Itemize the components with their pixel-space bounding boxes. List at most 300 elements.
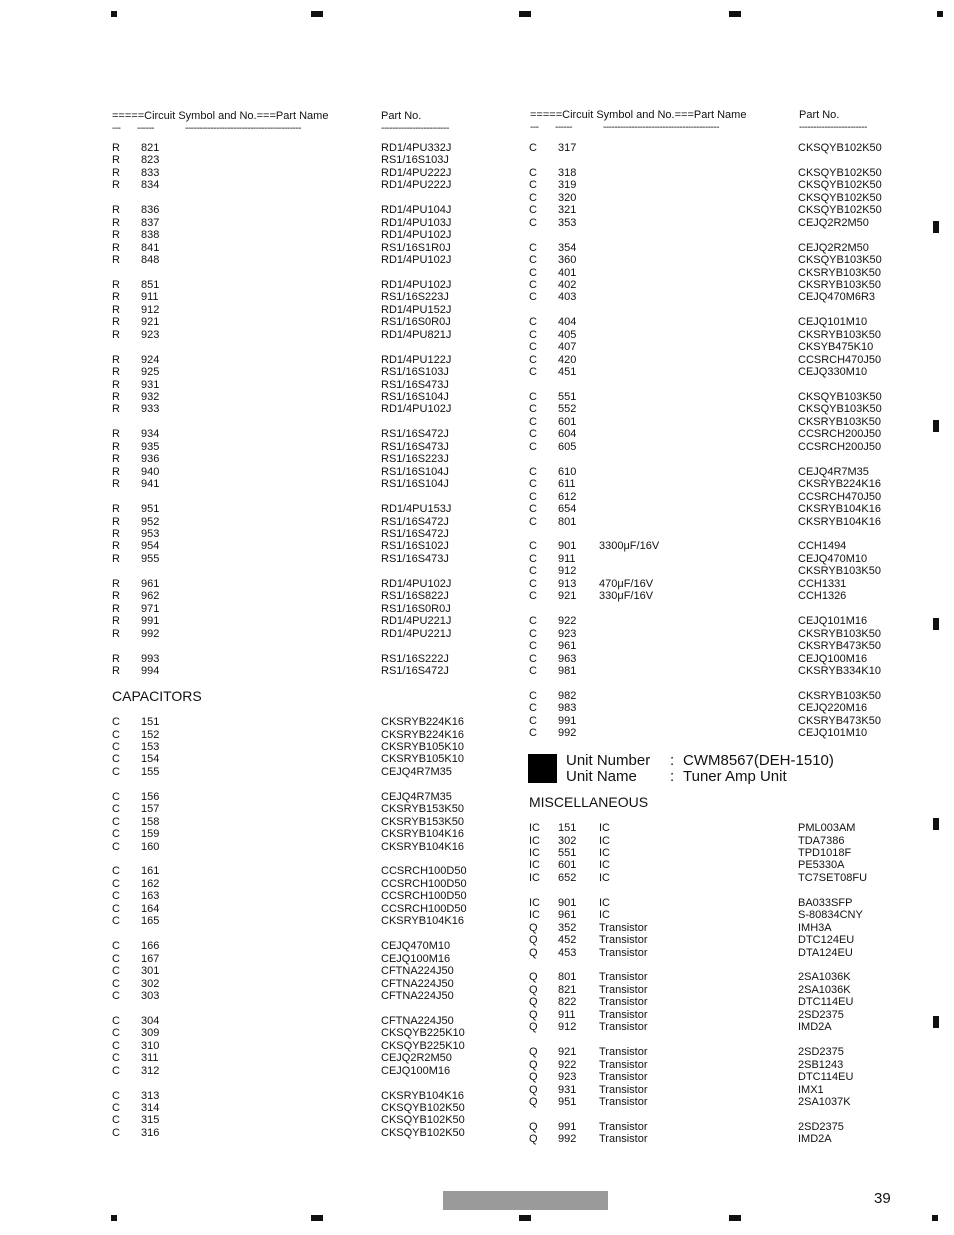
cell-part-no: RS1/16S473J bbox=[381, 440, 449, 453]
cell-part-name: Transistor bbox=[599, 921, 648, 934]
cell-symbol: R bbox=[112, 391, 120, 403]
cell-symbol: C bbox=[112, 865, 120, 878]
cell-symbol: C bbox=[112, 940, 120, 953]
cell-symbol: C bbox=[529, 689, 537, 702]
cell-number: 801 bbox=[558, 971, 577, 984]
unit-colon: : bbox=[670, 752, 675, 769]
cell-part-no: CEJQ2R2M50 bbox=[798, 241, 869, 254]
cell-part-name: IC bbox=[599, 822, 610, 834]
cell-symbol: C bbox=[529, 440, 537, 453]
cell-part-name: 3300μF/16V bbox=[599, 540, 660, 553]
cell-symbol: R bbox=[112, 602, 120, 615]
cell-number: 961 bbox=[141, 577, 160, 590]
cell-number: 158 bbox=[141, 815, 160, 828]
cell-number: 848 bbox=[141, 254, 160, 266]
cell-symbol: Q bbox=[529, 996, 538, 1009]
cell-symbol: C bbox=[529, 590, 537, 603]
cell-number: 318 bbox=[558, 166, 577, 179]
cell-part-no: RS1/16S0R0J bbox=[381, 602, 451, 615]
cell-part-no: CEJQ2R2M50 bbox=[381, 1052, 452, 1065]
cell-number: 936 bbox=[141, 453, 160, 466]
cell-symbol: C bbox=[112, 828, 120, 841]
cell-symbol: C bbox=[112, 716, 120, 728]
registration-mark bbox=[311, 11, 323, 17]
cell-number: 992 bbox=[558, 1133, 577, 1146]
cell-part-name: IC bbox=[599, 896, 610, 909]
cell-part-no: RD1/4PU221J bbox=[381, 615, 452, 628]
cell-symbol: C bbox=[529, 341, 537, 354]
header-dashes: ------ bbox=[555, 122, 572, 133]
cell-part-no: RD1/4PU222J bbox=[381, 179, 452, 192]
cell-part-no: RD1/4PU104J bbox=[381, 204, 452, 217]
cell-symbol: C bbox=[529, 615, 537, 628]
cell-symbol: Q bbox=[529, 1120, 538, 1133]
cell-number: 911 bbox=[558, 552, 576, 565]
cell-part-no: CKSQYB103K50 bbox=[798, 403, 882, 416]
cell-number: 167 bbox=[141, 952, 160, 965]
cell-part-no: TC7SET08FU bbox=[798, 871, 868, 884]
unit-colon: : bbox=[670, 768, 675, 785]
cell-part-no: RD1/4PU102J bbox=[381, 229, 452, 242]
section-title-capacitors: CAPACITORS bbox=[112, 688, 202, 704]
cell-part-no: CKSRYB104K16 bbox=[381, 1089, 464, 1102]
cell-number: 834 bbox=[141, 179, 160, 192]
cell-symbol: C bbox=[112, 840, 120, 853]
cell-number: 166 bbox=[141, 940, 160, 953]
cell-part-no: RD1/4PU122J bbox=[381, 353, 452, 366]
cell-number: 993 bbox=[141, 652, 160, 665]
cell-number: 601 bbox=[558, 859, 577, 872]
cell-part-no: CCH1331 bbox=[798, 577, 847, 590]
cell-number: 401 bbox=[558, 266, 577, 279]
cell-number: 992 bbox=[558, 727, 577, 740]
cell-part-no: 2SD2375 bbox=[798, 1008, 844, 1021]
cell-part-no: CEJQ4R7M35 bbox=[381, 790, 452, 803]
cell-symbol: R bbox=[112, 366, 120, 379]
unit-name-label: Unit Name bbox=[566, 768, 637, 785]
cell-part-no: RS1/16S472J bbox=[381, 664, 449, 677]
cell-number: 320 bbox=[558, 191, 577, 204]
cell-symbol: Q bbox=[529, 1095, 538, 1108]
cell-number: 931 bbox=[558, 1083, 577, 1096]
header-dashes: --- bbox=[112, 123, 121, 134]
cell-part-no: CKSRYB105K10 bbox=[381, 740, 464, 753]
cell-part-no: CEJQ4R7M35 bbox=[798, 465, 869, 478]
cell-part-no: IMD2A bbox=[798, 1133, 832, 1146]
cell-symbol: R bbox=[112, 478, 120, 491]
cell-number: 822 bbox=[558, 996, 577, 1009]
footer-bar bbox=[443, 1191, 608, 1210]
cell-number: 901 bbox=[558, 540, 577, 553]
cell-part-no: RS1/16S473J bbox=[381, 378, 449, 391]
cell-part-no: RD1/4PU222J bbox=[381, 166, 452, 179]
cell-number: 604 bbox=[558, 428, 577, 441]
cell-part-no: CEJQ100M16 bbox=[381, 1064, 451, 1077]
cell-symbol: IC bbox=[529, 859, 540, 872]
cell-number: 165 bbox=[141, 915, 160, 928]
cell-number: 404 bbox=[558, 316, 577, 329]
cell-number: 153 bbox=[141, 740, 160, 753]
cell-part-no: CCSRCH100D50 bbox=[381, 877, 467, 890]
cell-part-no: CKSRYB224K16 bbox=[798, 478, 881, 491]
cell-part-no: RD1/4PU332J bbox=[381, 142, 452, 154]
cell-symbol: R bbox=[112, 515, 120, 528]
cell-symbol: R bbox=[112, 278, 120, 291]
cell-symbol: R bbox=[112, 590, 120, 603]
unit-marker-block bbox=[528, 754, 557, 783]
cell-symbol: C bbox=[112, 790, 120, 803]
cell-part-name: IC bbox=[599, 909, 610, 922]
registration-mark bbox=[933, 420, 939, 432]
cell-part-no: RS1/16S472J bbox=[381, 428, 449, 441]
cell-part-name: Transistor bbox=[599, 934, 648, 947]
cell-number: 310 bbox=[141, 1039, 160, 1052]
cell-number: 821 bbox=[141, 142, 160, 154]
registration-mark bbox=[311, 1215, 323, 1221]
unit-number-label: Unit Number bbox=[566, 752, 651, 769]
cell-number: 317 bbox=[558, 142, 577, 154]
cell-part-no: CKSQYB225K10 bbox=[381, 1039, 465, 1052]
header-dashes: --- bbox=[530, 122, 539, 133]
cell-number: 901 bbox=[558, 896, 577, 909]
cell-symbol: R bbox=[112, 241, 120, 254]
cell-number: 156 bbox=[141, 790, 160, 803]
cell-number: 912 bbox=[558, 1021, 577, 1034]
registration-mark bbox=[933, 818, 939, 830]
cell-symbol: Q bbox=[529, 1083, 538, 1096]
cell-number: 155 bbox=[141, 765, 160, 778]
cell-part-name: 330μF/16V bbox=[599, 590, 654, 603]
cell-number: 838 bbox=[141, 229, 160, 242]
cell-symbol: R bbox=[112, 664, 120, 677]
cell-symbol: R bbox=[112, 652, 120, 665]
cell-number: 911 bbox=[141, 291, 159, 304]
cell-number: 352 bbox=[558, 921, 577, 934]
cell-symbol: C bbox=[529, 490, 537, 503]
cell-number: 981 bbox=[558, 664, 577, 677]
column-header-partno: Part No. bbox=[799, 109, 840, 121]
cell-symbol: C bbox=[529, 191, 537, 204]
cell-symbol: C bbox=[112, 753, 120, 766]
cell-part-name: IC bbox=[599, 834, 610, 847]
cell-symbol: C bbox=[112, 1064, 120, 1077]
cell-part-no: CKSQYB102K50 bbox=[798, 179, 882, 192]
cell-number: 302 bbox=[558, 834, 577, 847]
cell-part-no: CEJQ101M16 bbox=[798, 615, 868, 628]
cell-symbol: IC bbox=[529, 896, 540, 909]
registration-mark bbox=[729, 1215, 741, 1221]
cell-symbol: C bbox=[529, 478, 537, 491]
cell-part-no: RD1/4PU103J bbox=[381, 216, 452, 229]
registration-mark bbox=[111, 1215, 117, 1221]
cell-part-no: CKSQYB225K10 bbox=[381, 1027, 465, 1040]
cell-part-no: CEJQ330M10 bbox=[798, 366, 868, 379]
cell-part-no: DTC114EU bbox=[798, 1071, 854, 1083]
cell-symbol: C bbox=[529, 702, 537, 715]
cell-number: 921 bbox=[141, 316, 160, 329]
cell-part-no: CKSQYB103K50 bbox=[798, 254, 882, 266]
cell-number: 551 bbox=[558, 846, 577, 859]
cell-number: 157 bbox=[141, 803, 160, 816]
column-header-circuit: =====Circuit Symbol and No.===Part Name bbox=[530, 109, 747, 121]
cell-number: 991 bbox=[558, 1120, 577, 1133]
cell-symbol: C bbox=[529, 204, 537, 217]
cell-number: 924 bbox=[141, 353, 160, 366]
cell-symbol: C bbox=[529, 316, 537, 329]
cell-number: 311 bbox=[141, 1052, 159, 1065]
cell-symbol: R bbox=[112, 440, 120, 453]
cell-part-no: RD1/4PU102J bbox=[381, 577, 452, 590]
cell-symbol: R bbox=[112, 428, 120, 441]
cell-symbol: IC bbox=[529, 822, 540, 834]
cell-number: 407 bbox=[558, 341, 577, 354]
cell-part-no: CKSRYB103K50 bbox=[798, 278, 881, 291]
registration-mark bbox=[933, 221, 939, 233]
cell-part-no: CKSRYB103K50 bbox=[798, 266, 881, 279]
cell-part-no: CKSRYB104K16 bbox=[381, 840, 464, 853]
cell-part-no: RS1/16S104J bbox=[381, 391, 449, 403]
cell-part-name: Transistor bbox=[599, 1133, 648, 1146]
cell-part-no: CCSRCH100D50 bbox=[381, 902, 467, 915]
registration-mark bbox=[729, 11, 741, 17]
cell-number: 552 bbox=[558, 403, 577, 416]
header-dashes: ----------------------------------------- bbox=[185, 123, 302, 134]
cell-part-no: RD1/4PU102J bbox=[381, 403, 452, 416]
cell-number: 801 bbox=[558, 515, 577, 528]
cell-number: 821 bbox=[558, 983, 577, 996]
cell-number: 953 bbox=[141, 527, 160, 540]
cell-part-no: RS1/16S473J bbox=[381, 552, 449, 565]
cell-symbol: C bbox=[112, 902, 120, 915]
cell-part-no: RS1/16S104J bbox=[381, 465, 449, 478]
cell-number: 962 bbox=[141, 590, 160, 603]
cell-symbol: C bbox=[112, 765, 120, 778]
cell-number: 652 bbox=[558, 871, 577, 884]
cell-symbol: R bbox=[112, 179, 120, 192]
cell-part-no: CEJQ101M10 bbox=[798, 316, 868, 329]
cell-number: 360 bbox=[558, 254, 577, 266]
cell-symbol: C bbox=[112, 1052, 120, 1065]
cell-number: 992 bbox=[141, 627, 160, 640]
cell-part-no: IMH3A bbox=[798, 921, 832, 934]
cell-part-no: TDA7386 bbox=[798, 834, 845, 847]
cell-part-no: CCSRCH100D50 bbox=[381, 890, 467, 903]
cell-number: 837 bbox=[141, 216, 160, 229]
cell-part-no: CEJQ470M6R3 bbox=[798, 291, 876, 304]
cell-symbol: IC bbox=[529, 871, 540, 884]
cell-part-name: Transistor bbox=[599, 1046, 648, 1059]
cell-part-name: Transistor bbox=[599, 1120, 648, 1133]
cell-symbol: R bbox=[112, 465, 120, 478]
cell-part-no: CKSYB475K10 bbox=[798, 341, 874, 354]
cell-symbol: Q bbox=[529, 1046, 538, 1059]
cell-part-name: IC bbox=[599, 846, 610, 859]
cell-part-no: CKSRYB473K50 bbox=[798, 640, 881, 652]
cell-symbol: C bbox=[529, 278, 537, 291]
cell-part-no: CKSRYB103K50 bbox=[798, 689, 881, 702]
cell-symbol: C bbox=[529, 142, 537, 154]
cell-part-name: IC bbox=[599, 871, 610, 884]
cell-symbol: C bbox=[112, 815, 120, 828]
cell-symbol: Q bbox=[529, 983, 538, 996]
cell-part-name: Transistor bbox=[599, 1083, 648, 1096]
cell-symbol: C bbox=[529, 664, 537, 677]
cell-part-no: RS1/16S822J bbox=[381, 590, 449, 603]
cell-symbol: C bbox=[112, 915, 120, 928]
cell-part-no: RS1/16S0R0J bbox=[381, 316, 451, 329]
cell-number: 420 bbox=[558, 353, 577, 366]
cell-symbol: Q bbox=[529, 971, 538, 984]
cell-number: 601 bbox=[558, 415, 577, 428]
cell-part-no: CKSQYB102K50 bbox=[381, 1126, 465, 1139]
cell-symbol: C bbox=[529, 415, 537, 428]
cell-symbol: Q bbox=[529, 921, 538, 934]
cell-symbol: R bbox=[112, 378, 120, 391]
cell-part-no: RS1/16S102J bbox=[381, 540, 449, 553]
cell-part-no: CEJQ100M16 bbox=[798, 652, 868, 665]
cell-part-no: CCSRCH200J50 bbox=[798, 428, 882, 441]
cell-number: 163 bbox=[141, 890, 160, 903]
cell-number: 955 bbox=[141, 552, 160, 565]
cell-symbol: R bbox=[112, 353, 120, 366]
cell-symbol: C bbox=[112, 977, 120, 990]
cell-number: 911 bbox=[558, 1008, 576, 1021]
cell-part-no: CCSRCH200J50 bbox=[798, 440, 882, 453]
cell-part-no: CCH1326 bbox=[798, 590, 847, 603]
cell-number: 402 bbox=[558, 278, 577, 291]
cell-part-no: RS1/16S223J bbox=[381, 453, 449, 466]
cell-symbol: IC bbox=[529, 846, 540, 859]
cell-part-no: RS1/16S472J bbox=[381, 527, 449, 540]
cell-symbol: R bbox=[112, 154, 120, 167]
cell-part-no: RS1/16S1R0J bbox=[381, 241, 451, 254]
cell-part-no: CKSQYB102K50 bbox=[798, 142, 882, 154]
cell-number: 961 bbox=[558, 909, 577, 922]
header-dashes: ------------------------ bbox=[381, 123, 449, 134]
cell-symbol: C bbox=[529, 403, 537, 416]
cell-number: 551 bbox=[558, 391, 577, 403]
cell-symbol: R bbox=[112, 204, 120, 217]
cell-number: 159 bbox=[141, 828, 160, 841]
cell-number: 151 bbox=[558, 822, 577, 834]
cell-symbol: R bbox=[112, 316, 120, 329]
cell-number: 313 bbox=[141, 1089, 160, 1102]
cell-part-no: RD1/4PU152J bbox=[381, 303, 452, 316]
cell-number: 610 bbox=[558, 465, 577, 478]
cell-part-no: CEJQ220M16 bbox=[798, 702, 868, 715]
cell-part-no: CKSRYB104K16 bbox=[381, 828, 464, 841]
cell-symbol: C bbox=[112, 989, 120, 1002]
cell-part-no: 2SA1036K bbox=[798, 971, 851, 984]
cell-symbol: C bbox=[112, 890, 120, 903]
cell-number: 353 bbox=[558, 216, 577, 229]
cell-number: 841 bbox=[141, 241, 160, 254]
cell-part-no: CEJQ470M10 bbox=[381, 940, 451, 953]
cell-symbol: C bbox=[112, 1039, 120, 1052]
cell-symbol: R bbox=[112, 403, 120, 416]
cell-part-no: RD1/4PU153J bbox=[381, 503, 452, 515]
cell-part-no: CKSRYB103K50 bbox=[798, 328, 881, 341]
cell-number: 954 bbox=[141, 540, 160, 553]
cell-symbol: C bbox=[112, 728, 120, 741]
cell-symbol: R bbox=[112, 453, 120, 466]
cell-number: 935 bbox=[141, 440, 160, 453]
cell-symbol: C bbox=[529, 465, 537, 478]
cell-symbol: C bbox=[529, 627, 537, 640]
cell-symbol: C bbox=[529, 179, 537, 192]
cell-part-no: CFTNA224J50 bbox=[381, 989, 454, 1002]
cell-part-no: CKSRYB105K10 bbox=[381, 753, 464, 766]
registration-mark bbox=[519, 1215, 531, 1221]
cell-symbol: R bbox=[112, 303, 120, 316]
cell-number: 913 bbox=[558, 577, 577, 590]
cell-symbol: C bbox=[112, 1027, 120, 1040]
cell-symbol: R bbox=[112, 291, 120, 304]
cell-symbol: R bbox=[112, 577, 120, 590]
cell-symbol: C bbox=[529, 166, 537, 179]
cell-number: 309 bbox=[141, 1027, 160, 1040]
cell-number: 963 bbox=[558, 652, 577, 665]
column-header-circuit: =====Circuit Symbol and No.===Part Name bbox=[112, 110, 329, 122]
cell-number: 611 bbox=[558, 478, 576, 491]
cell-part-no: IMX1 bbox=[798, 1083, 824, 1096]
cell-part-no: DTC124EU bbox=[798, 934, 855, 947]
cell-part-no: CKSQYB102K50 bbox=[381, 1114, 465, 1127]
cell-symbol: C bbox=[112, 1114, 120, 1127]
registration-mark bbox=[111, 11, 117, 17]
cell-part-no: CKSRYB103K50 bbox=[798, 565, 881, 578]
cell-part-name: Transistor bbox=[599, 1071, 648, 1083]
cell-number: 152 bbox=[141, 728, 160, 741]
cell-number: 983 bbox=[558, 702, 577, 715]
cell-part-no: RS1/16S222J bbox=[381, 652, 449, 665]
cell-part-no: BA033SFP bbox=[798, 896, 853, 909]
cell-symbol: C bbox=[112, 740, 120, 753]
cell-symbol: C bbox=[112, 1089, 120, 1102]
cell-number: 160 bbox=[141, 840, 160, 853]
page-number: 39 bbox=[874, 1190, 891, 1207]
registration-mark bbox=[937, 11, 943, 17]
cell-number: 921 bbox=[558, 590, 577, 603]
cell-number: 912 bbox=[558, 565, 577, 578]
cell-part-no: RS1/16S103J bbox=[381, 366, 449, 379]
header-dashes: ------ bbox=[137, 123, 154, 134]
unit-number-value: CWM8567(DEH-1510) bbox=[683, 752, 834, 769]
cell-symbol: R bbox=[112, 142, 120, 154]
cell-symbol: R bbox=[112, 216, 120, 229]
cell-number: 933 bbox=[141, 403, 160, 416]
registration-mark bbox=[932, 1215, 938, 1221]
cell-number: 302 bbox=[141, 977, 160, 990]
cell-part-no: CKSQYB103K50 bbox=[798, 391, 882, 403]
cell-symbol: R bbox=[112, 552, 120, 565]
cell-part-no: CFTNA224J50 bbox=[381, 977, 454, 990]
cell-part-no: CEJQ470M10 bbox=[798, 552, 868, 565]
cell-symbol: C bbox=[529, 565, 537, 578]
cell-part-no: CKSRYB153K50 bbox=[381, 815, 464, 828]
cell-part-no: PE5330A bbox=[798, 859, 845, 872]
cell-part-name: Transistor bbox=[599, 983, 648, 996]
cell-part-no: CKSRYB103K50 bbox=[798, 415, 881, 428]
cell-symbol: C bbox=[529, 640, 537, 652]
cell-part-name: Transistor bbox=[599, 996, 648, 1009]
cell-number: 403 bbox=[558, 291, 577, 304]
cell-part-no: RD1/4PU102J bbox=[381, 254, 452, 266]
cell-number: 994 bbox=[141, 664, 160, 677]
cell-symbol: C bbox=[529, 241, 537, 254]
cell-number: 321 bbox=[558, 204, 577, 217]
cell-part-no: CCSRCH100D50 bbox=[381, 865, 467, 878]
